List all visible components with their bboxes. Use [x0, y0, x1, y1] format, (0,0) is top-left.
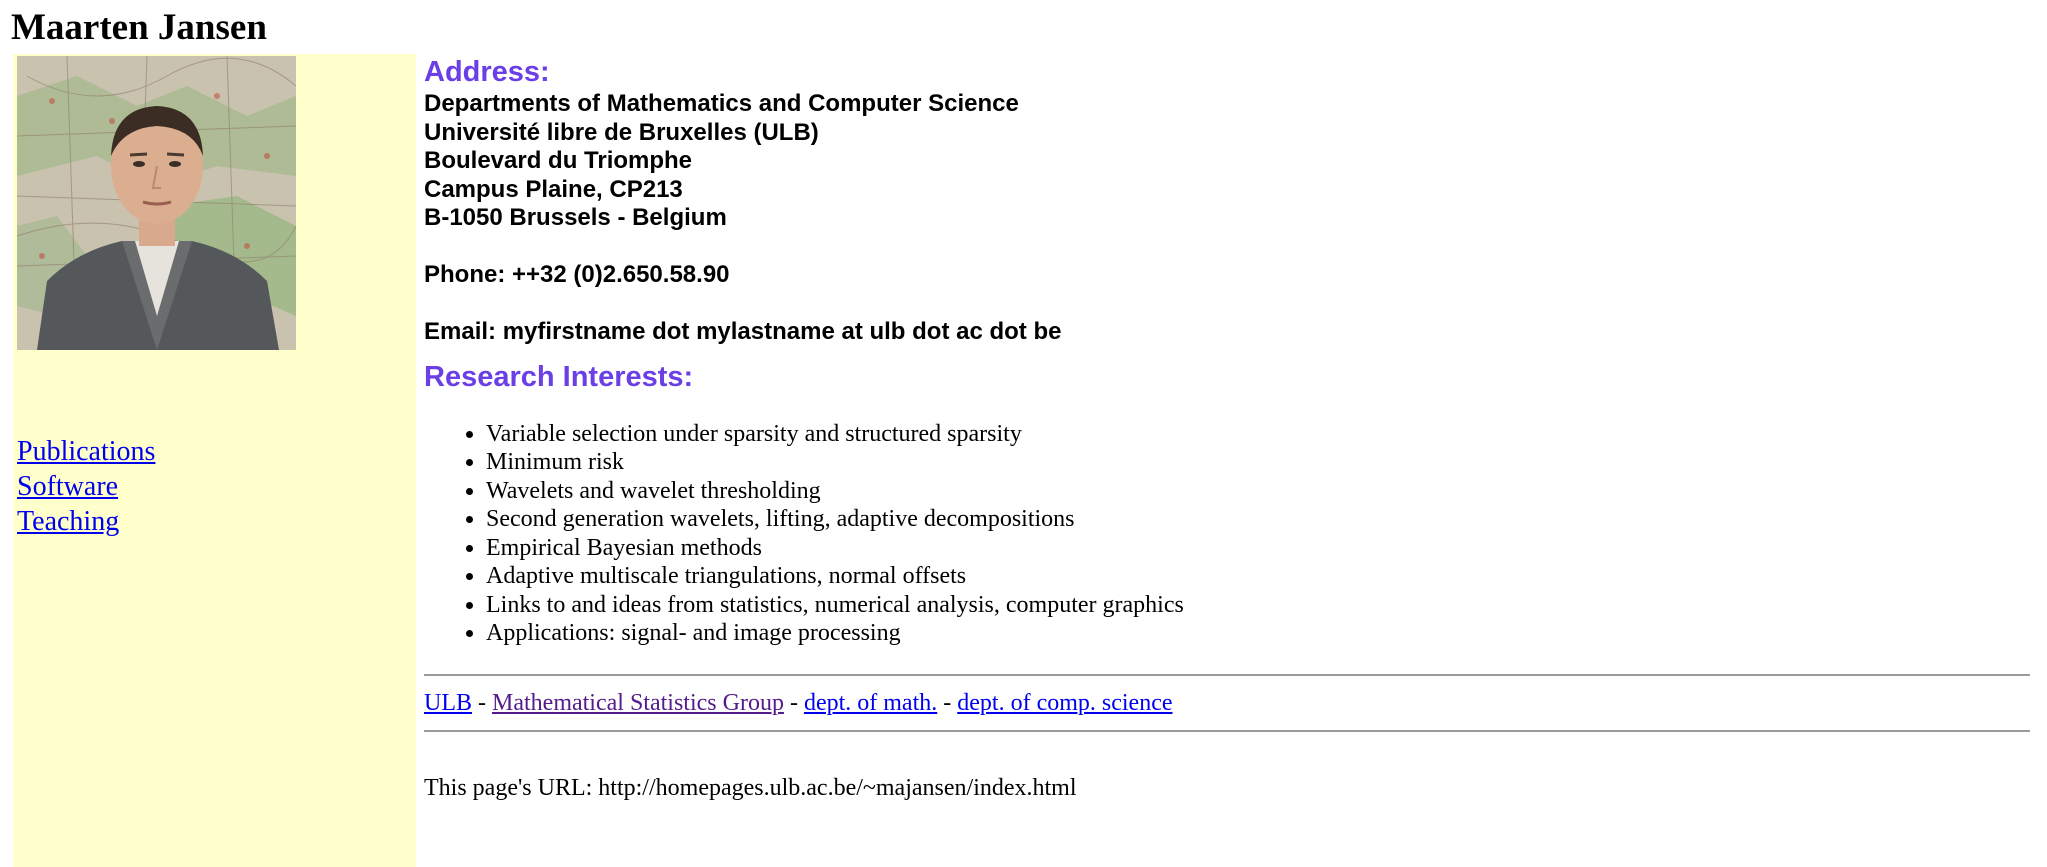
sidebar-nav — [17, 434, 155, 539]
nav-link-teaching[interactable]: Teaching — [17, 506, 120, 537]
address-block — [424, 90, 2030, 347]
sidebar — [13, 54, 416, 867]
link-separator: - — [783, 689, 804, 716]
list-item: • Variable selection under sparsity and structured sparsity — [486, 420, 2030, 449]
link-separator: - — [472, 689, 492, 716]
link-dept-math[interactable]: dept. of math. — [803, 689, 938, 716]
nav-link-publications[interactable]: Publications — [17, 436, 156, 467]
divider — [424, 674, 2030, 676]
address-line: B-1050 Brussels - Belgium — [424, 204, 727, 231]
footer-links — [424, 689, 2030, 717]
address-heading: Address: — [424, 56, 550, 88]
nav-link-software[interactable]: Software — [17, 471, 119, 502]
address-line: Campus Plaine, CP213 — [424, 175, 683, 203]
portrait-photo — [17, 56, 296, 350]
list-item: • Minimum risk — [486, 448, 2030, 477]
list-item: • Adaptive multiscale triangulations, normal offsets — [486, 562, 2030, 591]
main-content — [424, 54, 2030, 802]
page-title: Maarten Jansen — [11, 7, 267, 48]
list-item: • Links to and ideas from statistics, numerical analysis, computer graphics — [486, 591, 2030, 620]
link-dept-cs[interactable]: dept. of comp. science — [957, 689, 1173, 716]
email-address: Email: myfirstname dot mylastname at ulb dot ac dot be — [424, 318, 1062, 345]
list-item: • Second generation wavelets, lifting, adaptive decompositions — [486, 505, 2030, 534]
phone-number: Phone: ++32 (0)2.650.58.90 — [424, 261, 730, 288]
address-line: Boulevard du Triomphe — [424, 147, 693, 174]
link-separator: - — [937, 689, 958, 716]
link-statistics-group[interactable]: Mathematical Statistics Group — [492, 689, 784, 716]
list-item: • Applications: signal- and image processing — [486, 619, 2030, 648]
divider — [424, 730, 2030, 732]
address-line: Université libre de Bruxelles (ULB) — [424, 118, 819, 146]
page-url: This page's URL: http://homepages.ulb.ac.be/~majansen/index.html — [424, 774, 1077, 801]
address-line: Departments of Mathematics and Computer Science — [424, 90, 1019, 117]
list-item: • Empirical Bayesian methods — [486, 534, 2030, 563]
link-ulb[interactable]: ULB — [424, 689, 472, 716]
research-interests-heading: Research Interests: — [424, 360, 694, 393]
research-interests-list — [424, 420, 2030, 648]
list-item: • Wavelets and wavelet thresholding — [486, 477, 2030, 506]
